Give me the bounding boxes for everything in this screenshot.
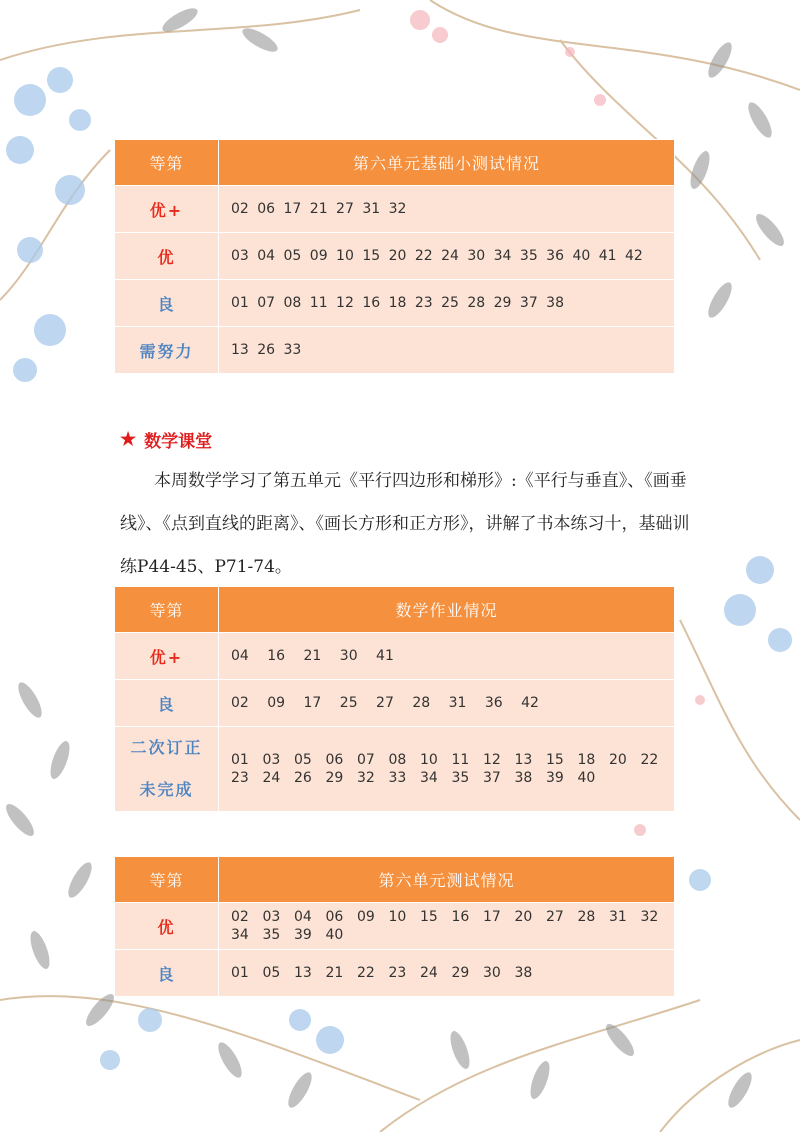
table-row xyxy=(115,186,675,233)
table-header-row xyxy=(115,140,675,186)
grade-level: 良 xyxy=(115,680,219,727)
student-id: 23 xyxy=(388,965,407,981)
grade-level: 需努力 xyxy=(115,327,219,374)
student-id: 35 xyxy=(451,770,470,786)
student-id: 09 xyxy=(357,909,375,925)
student-id: 01 xyxy=(231,752,249,768)
student-id: 20 xyxy=(514,909,533,925)
student-id: 20 xyxy=(609,752,627,768)
star-icon: ★ xyxy=(120,428,137,450)
table-row xyxy=(115,233,675,280)
table-title: 数学作业情况 xyxy=(219,587,675,633)
student-id: 38 xyxy=(514,770,533,786)
grade-level: 优 xyxy=(115,903,219,950)
student-id: 37 xyxy=(483,770,501,786)
student-id: 39 xyxy=(294,927,312,943)
grade-column-header: 等第 xyxy=(115,857,219,903)
weekly-summary-paragraph: 本周数学学习了第五单元《平行四边形和梯形》:《平行与垂直》、《画垂线》、《点到直线的距离》、《画长方形和正方形》，讲解了书本练习十，基础训练P44-45、P71-74。 xyxy=(120,471,690,577)
student-id: 30 xyxy=(483,965,501,981)
table-title: 第六单元测试情况 xyxy=(219,857,675,903)
grade-column-header: 等第 xyxy=(115,140,219,186)
student-id: 15 xyxy=(420,909,438,925)
student-id: 29 xyxy=(451,965,470,981)
student-id: 13 xyxy=(514,752,533,768)
table-row xyxy=(115,633,675,680)
student-id: 29 xyxy=(325,770,344,786)
student-id-grid xyxy=(231,752,674,786)
table-row xyxy=(115,327,675,374)
student-id: 04 xyxy=(294,909,312,925)
grade-level: 良 xyxy=(115,280,219,327)
student-id: 03 xyxy=(262,909,281,925)
student-id: 22 xyxy=(640,752,659,768)
student-id-list: 13 26 33 xyxy=(231,342,302,358)
student-id: 10 xyxy=(420,752,438,768)
math-classroom-section xyxy=(120,426,700,589)
student-id: 32 xyxy=(357,770,375,786)
student-id: 06 xyxy=(325,909,344,925)
student-id: 38 xyxy=(514,965,533,981)
table-row xyxy=(115,950,675,997)
grade-level: 优+ xyxy=(115,633,219,680)
student-id-list: 02 09 17 25 27 28 31 36 42 xyxy=(231,695,539,711)
table-header-row xyxy=(115,587,675,633)
student-id: 12 xyxy=(483,752,501,768)
student-id: 08 xyxy=(388,752,407,768)
student-id: 40 xyxy=(577,770,596,786)
student-id: 05 xyxy=(294,752,312,768)
grade-column-header: 等第 xyxy=(115,587,219,633)
student-id: 35 xyxy=(262,927,281,943)
student-id-list: 01 07 08 11 12 16 18 23 25 28 29 37 38 xyxy=(231,295,564,311)
student-id: 28 xyxy=(577,909,596,925)
student-id: 24 xyxy=(420,965,438,981)
student-id: 13 xyxy=(294,965,312,981)
math-homework-table xyxy=(114,586,675,812)
student-id: 40 xyxy=(325,927,344,943)
student-id-list: 04 16 21 30 41 xyxy=(231,648,394,664)
grade-level-line: 未完成 xyxy=(139,780,194,799)
grade-level: 优 xyxy=(115,233,219,280)
student-id: 21 xyxy=(325,965,344,981)
section-heading xyxy=(120,426,700,452)
student-id: 10 xyxy=(388,909,407,925)
student-id-list: 02 06 17 21 27 31 32 xyxy=(231,201,407,217)
student-id: 07 xyxy=(357,752,375,768)
student-id: 06 xyxy=(325,752,344,768)
student-id: 01 xyxy=(231,965,249,981)
table-row xyxy=(115,280,675,327)
student-id: 15 xyxy=(546,752,564,768)
student-id: 26 xyxy=(294,770,312,786)
grade-level xyxy=(115,727,219,812)
grade-level: 良 xyxy=(115,950,219,997)
table-row xyxy=(115,680,675,727)
student-id: 03 xyxy=(262,752,281,768)
unit6-quiz-table xyxy=(114,139,675,374)
student-id: 02 xyxy=(231,909,249,925)
student-id: 34 xyxy=(231,927,249,943)
table-header-row xyxy=(115,857,675,903)
student-id: 18 xyxy=(577,752,596,768)
unit6-test-table xyxy=(114,856,675,997)
student-id-list: 03 04 05 09 10 15 20 22 24 30 34 35 36 40 41 42 xyxy=(231,248,643,264)
student-id: 31 xyxy=(609,909,627,925)
student-id-grid xyxy=(231,965,674,981)
table-row xyxy=(115,903,675,950)
student-id: 16 xyxy=(451,909,470,925)
student-id: 32 xyxy=(640,909,659,925)
grade-level-line: 二次订正 xyxy=(130,738,203,757)
student-id: 05 xyxy=(262,965,281,981)
section-heading-text: 数学课堂 xyxy=(144,431,213,452)
student-id: 39 xyxy=(546,770,564,786)
student-id: 22 xyxy=(357,965,375,981)
student-id: 34 xyxy=(420,770,438,786)
table-title: 第六单元基础小测试情况 xyxy=(219,140,675,186)
table-row xyxy=(115,727,675,812)
student-id: 24 xyxy=(262,770,281,786)
student-id-grid xyxy=(231,909,674,943)
grade-level: 优+ xyxy=(115,186,219,233)
student-id: 33 xyxy=(388,770,407,786)
student-id: 11 xyxy=(451,752,470,768)
student-id: 17 xyxy=(483,909,501,925)
student-id: 23 xyxy=(231,770,249,786)
student-id: 27 xyxy=(546,909,564,925)
